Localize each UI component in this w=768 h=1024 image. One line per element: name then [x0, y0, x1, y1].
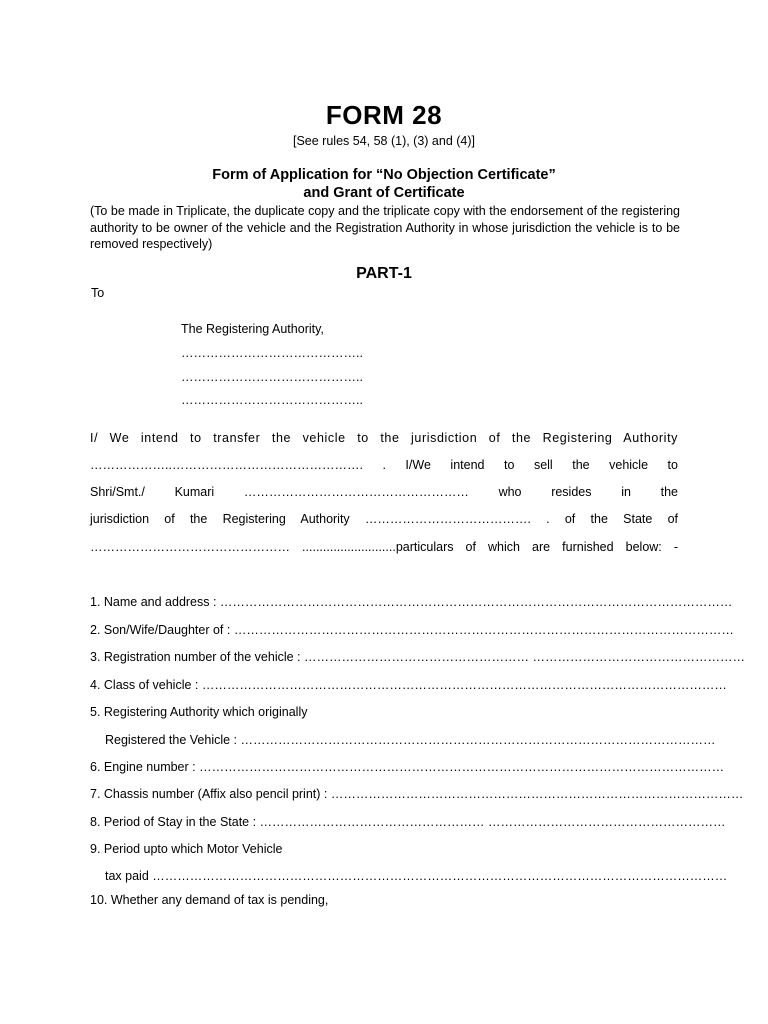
item-registration-number: 3. Registration number of the vehicle : ……………………………………………… ……………………………………………	[90, 650, 745, 664]
item-tax-period: 9. Period upto which Motor Vehicle	[90, 842, 283, 856]
item-engine-number: 6. Engine number : ………………………………………………………………………………………………………………	[90, 760, 725, 774]
body-line-5: ………………………………………… ...........................particulars of which are furnished below: -	[90, 540, 678, 554]
instruction-note: (To be made in Triplicate, the duplicate copy and the triplicate copy with the endorsement of the registering authority to be owner of the vehicle and the Registration Authority in whose jurisdiction the vehicle is to be removed respectively)	[90, 204, 680, 251]
form-heading-line1: Form of Application for “No Objection Certificate”	[212, 167, 556, 183]
part-heading: PART-1	[356, 265, 412, 282]
form-heading-line2: and Grant of Certificate	[303, 185, 465, 201]
item-chassis-number: 7. Chassis number (Affix also pencil print) : ………………………………………………………………………………………	[90, 787, 744, 801]
item-tax-demand: 10. Whether any demand of tax is pending,	[90, 893, 329, 907]
address-blank-2: ……………………………………..	[181, 370, 363, 384]
body-line-3: Shri/Smt./ Kumari ……………………………………………… who resides in the	[90, 485, 678, 499]
rules-reference: [See rules 54, 58 (1), (3) and (4)]	[292, 134, 476, 148]
item-class-of-vehicle: 4. Class of vehicle : ………………………………………………………………………………………………………………	[90, 678, 727, 692]
address-blank-1: ……………………………………..	[181, 346, 363, 360]
to-label: To	[91, 286, 105, 300]
authority-label: The Registering Authority,	[181, 322, 324, 336]
body-line-2: ………………..………………………………………. . I/We intend to sell the vehicle to	[90, 458, 678, 472]
item-period-of-stay: 8. Period of Stay in the State : ……………………………………………… …………………………………………………	[90, 815, 726, 829]
form-title: FORM 28	[325, 100, 443, 130]
body-line-4: jurisdiction of the Registering Authority …………………………………. . of the State of	[90, 512, 678, 526]
item-tax-paid: tax paid …………………………………………………………………………………………………………………………	[105, 869, 728, 883]
item-name-address: 1. Name and address : ……………………………………………………………………………………………………………	[90, 595, 733, 609]
body-line-1: I/ We intend to transfer the vehicle to the jurisdiction of the Registering Authority	[90, 431, 678, 445]
address-blank-3: ……………………………………..	[181, 393, 363, 407]
item-son-wife-daughter: 2. Son/Wife/Daughter of : …………………………………………………………………………………………………………	[90, 623, 734, 637]
item-registering-authority: 5. Registering Authority which originally	[90, 705, 308, 719]
item-registered-vehicle: Registered the Vehicle : ……………………………………………………………………………………………………	[105, 733, 716, 747]
